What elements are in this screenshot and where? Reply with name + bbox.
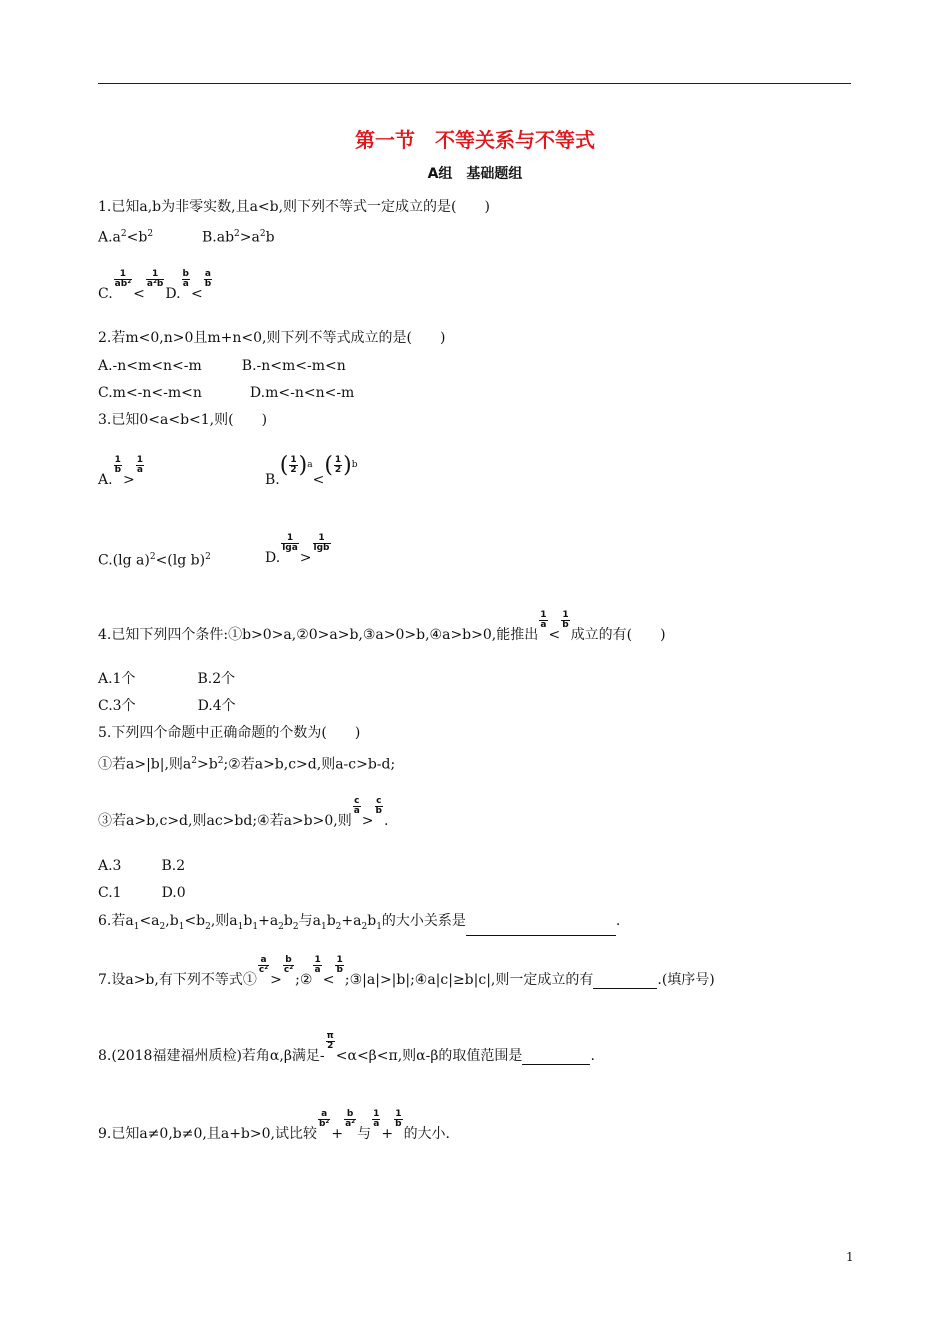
question-3-option-a: A. $\frac{1}{b}$ > $\frac{1}{a}$ (98, 455, 144, 488)
group-title: A组 基础题组 (427, 166, 523, 182)
question-1-options-ab: $A.a^2<b^2$ $B.ab^2>a^2b$ (98, 229, 275, 246)
section-title: 第一节 不等关系与不等式 (355, 128, 595, 152)
question-3-option-c: C.(lg a)$^2$<(lg b)$^2$ (98, 552, 211, 569)
question-4-options-ab: A.1个 B.2个 (98, 671, 236, 687)
answer-blank[interactable] (593, 974, 657, 989)
question-5-options-ab: A.3 B.2 (98, 858, 186, 874)
question-3-option-d: D. $\frac{1}{\lg a}$ > $\frac{1}{\lg b}$ (265, 533, 330, 566)
question-4-stem: 4.已知下列四个条件:①b>0>a,②0>a>b,③a>0>b,④a>b>0,能推出 $\frac{1}{a}$ < $\frac{1}{b}$ 成立的有( ) (98, 610, 666, 643)
header-rule (98, 83, 851, 84)
question-9: 9.已知a≠0,b≠0,且a+b>0,试比较 $\frac{a}{\text{b²}}$ + $\frac{b}{\text{a²}}$ 与 $\frac{1}{a}$ + $\frac{1}{b}$ 的大小. (98, 1109, 451, 1142)
question-6: 6.若$a_1<a_2,b_1<b_2$,则$a_1b_1+a_2b_2$与$a_1b_2+a_2b_1$的大小关系是 . (98, 912, 620, 936)
question-7: 7.设a>b,有下列不等式① $\frac{a}{\text{c²}}$ > $\frac{b}{\text{c²}}$ ;② $\frac{1}{a}$ < $\frac{1}{b}$ ;③|a|>|b|;④a|c|≥b|c|,则一定成立的有 .(填序号) (98, 955, 715, 988)
question-5-stem: 5.下列四个命题中正确命题的个数为( ) (98, 725, 361, 741)
question-1-options-cd: C. $\frac{1}{\text{ab²}}$ < $\frac{1}{\text{a²b}}$ D. $\frac{b}{a}$ < $\frac{a}{b}$ (98, 269, 212, 302)
question-3-option-b: B.( $\frac{1}{2}$ )$^a$<( $\frac{1}{2}$ )$^b$ (265, 453, 358, 488)
question-2-stem: 2.若m<0,n>0且m+n<0,则下列不等式成立的是( ) (98, 330, 446, 346)
answer-blank[interactable] (466, 921, 616, 936)
question-5-line-1: ①若a>|b|,则$a^2>b^2;②$若a>b,c>d,则a-c>b-d; (98, 756, 396, 773)
question-2-options-cd: C.m<-n<-m<n D.m<-n<n<-m (98, 385, 355, 401)
question-1-stem: 1.已知a,b为非零实数,且a<b,则下列不等式一定成立的是( ) (98, 199, 490, 215)
answer-blank[interactable] (522, 1050, 590, 1065)
question-8: 8.(2018福建福州质检)若角α,β满足- $\frac{\pi}{2}$ <α<β<π,则α-β的取值范围是 . (98, 1031, 595, 1064)
page-number: 1 (846, 1250, 854, 1264)
question-2-options-ab: A.-n<m<n<-m B.-n<m<-m<n (98, 358, 346, 374)
question-3-stem: 3.已知0<a<b<1,则( ) (98, 412, 268, 428)
question-5-options-cd: C.1 D.0 (98, 885, 186, 901)
question-4-options-cd: C.3个 D.4个 (98, 698, 236, 714)
question-5-line-2: ③若a>b,c>d,则ac>bd;④若a>b>0,则 $\frac{c}{a}$ > $\frac{c}{b}$ . (98, 796, 389, 829)
